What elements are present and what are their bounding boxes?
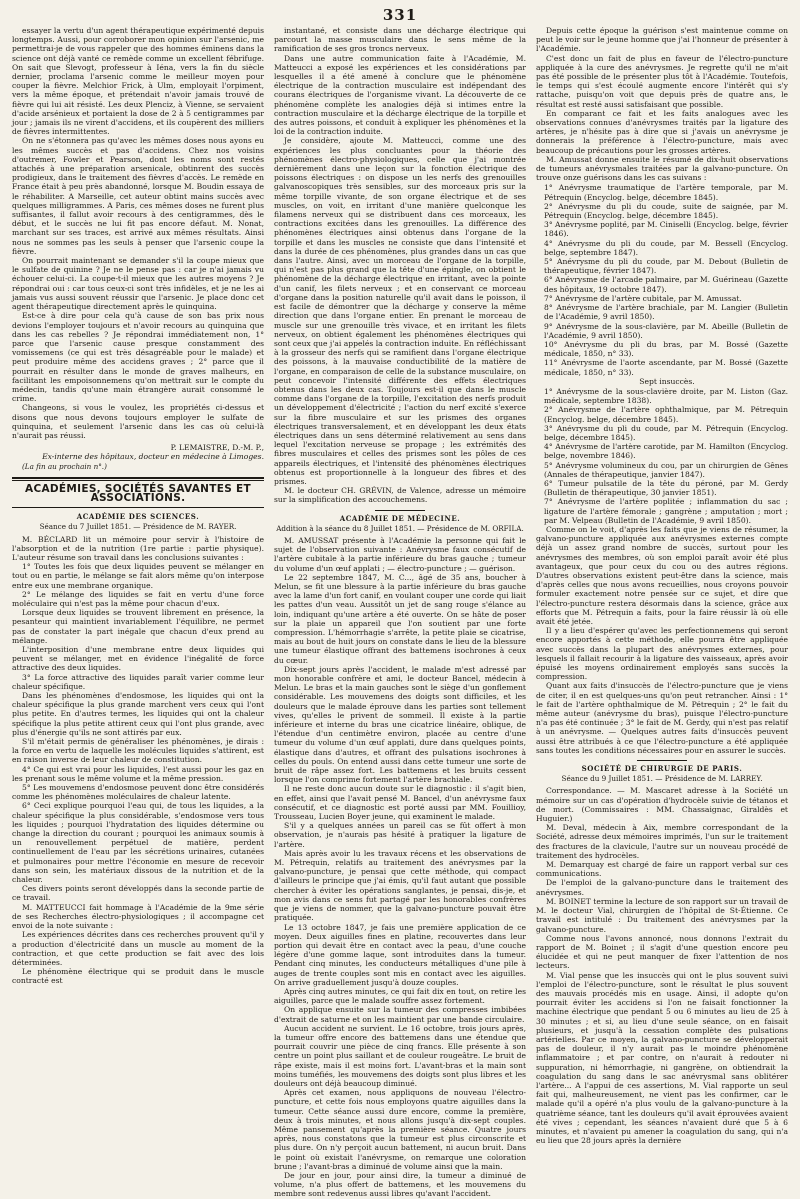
signature-affiliation: Ex-interne des hôpitaux, docteur en médecine à Limoges. [42,452,264,462]
paragraph: Est-ce à dire pour cela qu'à cause de son bas prix nous devions l'employer toujours et n'avoir recours au quinquina que dans les cas rebelles ? Je répondrai immédiatement non, 1° parce que l'arsenic cause presque constamment des vomissemens (ce qui est très désagréable pour le malade) et peut produire même des accidens graves ; 2° parce que il pourrait en résulter dans le monde de graves malheurs, en facilitant les empoisonnemens qu'on mettrait sur le compte du médecin, tandis qu'une main étrangère aurait consommé le crime. [12,311,264,404]
paragraph: S'il m'était permis de généraliser les phénomènes, je dirais : la force en vertu de laquelle les molécules liquides s'attirent, est en raison inverse de leur chaleur de constitution. [12,737,264,765]
paragraph: Après cet examen, nous appliquons de nouveau l'électro-puncture, et cette fois nous employons quatre aiguilles dans la tumeur. Cette séance aussi dure encore, comme la première, deux à trois minutes, et nous allons jusqu'à dix-sept couples. Même pansement qu'après la première séance. Quatre jours après, nous constatons que la tumeur est plus circonscrite et plus dure. On n'y perçoit aucun battement, ni aucun bruit. Dans le point où existait l'anévrysme, on remarque une coloration brune ; l'avant-bras a diminué de volume ainsi que la main. [274,1088,526,1171]
subsection-title: ACADÉMIE DE MÉDECINE. [339,513,461,523]
paragraph: Ces divers points seront développés dans la seconde partie de ce travail. [12,884,264,903]
list-item: 2° Anévrysme de l'artère ophthalmique, par M. Pétrequin (Encyclog. belge, décembre 1845). [544,405,788,424]
paragraph: M. MATTEUCCI fait hommage à l'Académie de la 9me série de ses Recherches électro-physiologiques ; il accompagne cet envoi de la note suivante : [12,902,264,931]
paragraph: Il ne reste donc aucun doute sur le diagnostic : il s'agit bien, en effet, ainsi que l'avait pensé M. Bancel, d'un anévrysme faux consécutif, et ce diagnostic est porté aussi par MM. Fouillioy, Trousseau, Lucien Boyer jeune, qui examinent le malade. [274,784,526,822]
paragraph: Le 22 septembre 1847, M. C..., âgé de 35 ans, boucher à Melun, se fit une blessure à la partie inférieure du bras gauche avec la lame d'un fort canif, en voulant couper une corde qui liait les pattes d'un veau. Aussitôt un jet de sang rouge s'élance au loin, indiquant qu'une artère a été ouverte. On se hâte de poser sur la plaie un appareil que l'on soutient par une forte compression. L'hémorrhagie s'arrête, la petite plaie se cicatrise, mais au bout de huit jours on constate dans le lieu de la blessure une tumeur élastique offrant des battemens isochrones à ceux du cœur. [274,572,526,665]
paragraph: De l'emploi de la galvano-puncture dans le traitement des anévrysmes. [536,878,788,897]
paragraph: Le phénomène électrique qui se produit dans le muscle contracté est [12,967,264,986]
paragraph: Mais après avoir lu les travaux récens et les observations de M. Pétrequin, relatifs au traitement des anévrysmes par la galvano-puncture, je pensai que cette méthode, qui compact d'ailleurs le principe que j'ai émis, qu'il faut autant que possible chercher à éviter les opérations sanglantes, je pensai, dis-je, et mon avis dans ce sens fut partagé par les honorables confrères que je viens de nommer, que la galvano-puncture pouvait être pratiquée. [274,848,526,923]
col2-paragraphs-2 [274,536,526,1199]
paragraph: 2° Le mélange des liquides se fait en vertu d'une force moléculaire qui n'est pas la même pour chacun d'eux. [12,589,264,608]
column-3 [536,26,788,1146]
subsection-title: ACADÉMIE DES SCIENCES. [76,512,200,522]
paragraph: M. AMUSSAT présente à l'Académie la personne qui fait le sujet de l'observation suivante : Anévrysme faux consécutif de l'artère cubitale à la partie inférieure du bras gauche ; tumeur du volume d'un œuf applati ; — électro-puncture ; — guérison. [274,535,526,573]
list-item: 1° Anévrysme de la sous-clavière droite, par M. Liston (Gaz. médicale, septembre 1838). [544,386,788,406]
list-item: 4° Anévrysme de l'artère carotide, par M. Hamilton (Encyclog. belge, novembre 1846). [544,442,788,461]
session-line: Séance du 9 Juillet 1851. — Présidence de M. LARREY. [561,774,763,784]
list-item: 3° Anévrysme du pli du coude, par M. Pétrequin (Encyclog. belge, décembre 1845). [544,423,788,442]
failure-list [536,387,788,525]
list-item: 1° Anévrysme traumatique de l'artère temporale, par M. Pétrequin (Encyclog. belge, décembre 1845). [544,183,788,202]
paragraph: Aucun accident ne survient. Le 16 octobre, trois jours après, la tumeur offre encore des battemens dans une étendue que pourrait couvrir une pièce de cinq francs. Elle présente à son centre un point plus saillant et de couleur rougeâtre. Le bruit de râpe existe, mais il est moins fort. L'avant-bras et la main sont moins tuméfiés, les mouvemens des doigts sont plus libres et les douleurs ont déjà beaucoup diminué. [274,1023,526,1088]
col3-paragraphs [536,26,788,182]
col3-paragraphs-2 [536,525,788,755]
paragraph: Correspondance. — M. Mascaret adresse à la Société un mémoire sur un cas d'opération d'hydrocèle suivie de tétanos et de mort. (Commissaires : MM. Chassaignac, Giraldès et Huguier.) [536,786,788,824]
paragraph: M. Deval, médecin à Aix, membre correspondant de la Société, adresse deux mémoires imprimés, l'un sur le traitement des fractures de la clavicule, l'autre sur un nouveau procédé de traitement des hydrocèles. [536,823,788,860]
paragraph: De jour en jour, pour ainsi dire, la tumeur a diminué de volume, n'a plus offert de battemens, et les mouvemens du membre sont redevenus aussi libres qu'avant l'accident. [274,1170,526,1199]
divider-short [637,760,687,761]
section-title: ACADÉMIES, SOCIÉTÉS SAVANTES ET ASSOCIATIONS. [25,482,251,504]
paragraph: Le 13 octobre 1847, je fais une première application de ce moyen. Deux aiguilles fines en platine, recouvertes dans leur portion qui devait être en contact avec la peau, d'une couche légère d'une gomme laque, sont introduites dans la tumeur. Pendant cinq minutes, les conducteurs métalliques d'une pile à auges de trente couples sont mis en contact avec les aiguilles. On arrive graduellement jusqu'à douze couples. [274,922,526,987]
column-2 [274,26,526,1199]
paragraph: Comme nous l'avons annoncé, nous donnons l'extrait du rapport de M. Boinet ; il s'agit d'une question encore peu élucidée et qui ne peut manquer de fixer l'attention de nos lecteurs. [536,933,788,971]
paragraph: essayer la vertu d'un agent thérapeutique expérimenté depuis longtemps. Aussi, pour corroborer mon opinion sur l'arsenic, me permettrai-je de vous rappeler que des hommes éminens dans la science ont déjà vanté ce remède comme un excellent fébrifuge. On sait que Slevogt, professeur à Iéna, vers la fin du siècle dernier, proclama l'arsenic comme le meilleur moyen pour couper la fièvre. Melchior Frick, à Ulm, employait l'orpiment, vers la même époque, et prétendait n'avoir jamais trouvé de fièvre qui lui ait résisté. Les deux Plenciz, à Vienne, se servaient d'acide arsénieux et portaient la dose de 2 à 5 centigrammes par jour ; jamais ils ne virent d'accidens, et ils coupèrent des milliers de fièvres intermittentes. [12,26,264,137]
divider-thin [12,507,264,508]
column-1 [12,26,264,1096]
paragraph: M. Amussat donne ensuite le résumé de dix-huit observations de tumeurs anévrysmales traitées par la galvano-puncture. On trouve onze guérisons dans les cas suivans : [536,154,788,183]
paragraph: M. Vial pense que les insuccès qui ont le plus souvent suivi l'emploi de l'électro-puncture, sont le résultat le plus souvent des mauvais procédés mis en usage. Ainsi, il adopte qu'on pourrait éviter les accidens si l'on ne faisait fonctionner la machine électrique que pendant 5 ou 6 minutes au lieu de 25 à 30 minutes ; et si, au lieu d'une seule séance, on en faisait plusieurs, et jusqu'à la cessation complète des pulsations artérielles. Par ce moyen, la galvano-puncture se développerait pas de douleur, il n'y aurait pas le moindre phénomène inflammatoire ; et par contre, on n'aurait à redouter ni suppuration, ni hémorrhagie, ni gangrène, on obtiendrait la coagulation du sang dans le sac anévrysmal sans oblitérer l'artère... A l'appui de ces assertions, M. Vial rapporte un seul fait qui, malheureusement, ne vient pas les confirmer, car le malade qu'il a opéré n'a plus voulu de la galvano-puncture à la quatrième séance, tant les douleurs qu'il avait éprouvées avaient été vives ; cependant, les séances n'avaient duré que 5 à 6 minutes, et n'avaient pu amener la coagulation du sang, qui n'a eu lieu que 28 jours après la dernière [536,970,788,1146]
paragraph: 3° La force attractive des liquides paraît varier comme leur chaleur spécifique. [12,672,264,691]
list-item: 4° Anévrysme du pli du coude, par M. Bessell (Encyclog. belge, septembre 1847). [544,238,788,257]
divider-short [375,510,425,511]
columns [12,26,788,1199]
paragraph: Lorsque deux liquides se trouvent librement en présence, la pesanteur qui maintient invariablement l'équilibre, ne permet pas de constater la part inégale que chacun d'eux prend au mélange. [12,608,264,645]
col2-paragraphs [274,26,526,505]
subsection-title: SOCIÉTÉ DE CHIRURGIE DE PARIS. [581,764,743,774]
list-item: 2° Anévrysme du pli du coude, suite de saignée, par M. Pétrequin (Encyclog. belge, décembre 1845). [544,201,788,221]
list-item: 3° Anévrysme poplité, par M. Ciniselli (Encyclog. belge, février 1846). [544,220,788,239]
paragraph: M. Demarquay est chargé de faire un rapport verbal sur ces communications. [536,860,788,879]
signature [12,443,264,461]
paragraph: 1° Toutes les fois que deux liquides peuvent se mélanger en tout ou en partie, le mélange se fait alors même qu'on interpose entre eux une membrane organique. [12,562,264,590]
paragraph: On applique ensuite sur la tumeur des compresses imbibées d'extrait de saturne et on les maintient par une bande circulaire. [274,1005,526,1024]
page-number: 331 [382,6,418,24]
col1-paragraphs-2 [12,535,264,986]
list-item: 11° Anévrysme de l'aorte ascendante, par M. Bossé (Gazette médicale, 1850, n° 33). [544,358,788,377]
success-list [536,183,788,376]
paragraph: 5° Les mouvemens d'endosmose peuvent donc être considérés comme les phénomènes moléculaires de chaleur latente. [12,783,264,802]
session-line: Séance du 7 Juillet 1851. — Présidence de M. RAYER. [39,522,237,532]
paragraph: Comme on le voit, d'après les faits que je viens de résumer, la galvano-puncture appliquée aux anévrysmes externes compte déjà un assez grand nombre de succès, surtout pour les anévrysmes des membres, où son emploi paraît avoir été plus avantageux, que pour ceux du cou ou des autres régions. D'autres observations existent peut-être dans la science, mais d'après celles que nous avons recueillies, nous croyons pouvoir formuler exactement notre pensée sur ce sujet, et dire que l'électro-puncture restera désormais dans la science, grâce aux efforts que M. Pétrequin a faits, pour la faire réussir là où elle avait été jetée. [536,524,788,626]
paragraph: Quant aux faits d'insuccès de l'électro-puncture que je viens de citer, il en est quelques-uns qu'on peut retrancher. Ainsi : 1° le fait de l'artère ophthalmique de M. Pétrequin ; 2° le fait du même auteur (anévrysme du bras), puisque l'électro-puncture n'a pas été continuée ; 3° le fait de M. Gerdy, qui n'est pas relatif à un anévrysme. — Quelques autres faits d'insuccès peuvent aussi être attribués à ce que l'électro-puncture a été appliquée sans toutes les conditions nécessaires pour en assurer le succès. [536,681,788,755]
paragraph: M. le docteur CH. GRÉVIN, de Valence, adresse un mémoire sur la simplification des accouchemens. [274,486,526,505]
paragraph: M. BOINET termine la lecture de son rapport sur un travail de M. le docteur Vial, chirurgien de l'hôpital de St-Étienne. Ce travail est intitulé : Du traitement des anévrysmes par la galvano-puncture. [536,896,788,934]
paragraph: Je considère, ajoute M. Matteucci, comme une des expériences les plus concluantes pour la théorie des phénomènes électro-physiologiques, celle que j'ai montrée dernièrement dans une leçon sur la fonction électrique des poissons électriques : on dispose un les nerfs des grenouilles galvanoscopiques très sensibles, sur des morceaux pris sur la même torpille vivante, de son organe électrique et de ses muscles, on voit, en irritant d'une manière quelconque les filamens nerveux qui se distribuent dans ces morceaux, les contractions excitées dans les grenouilles. La différence des phénomènes électriques ainsi obtenus dans l'organe de la torpille et dans les muscles ne consiste que dans l'intensité et dans la durée de ces phénomènes, plus grandes dans un cas que dans l'autre. Ainsi, avec un morceau de l'organe de la torpille, qui n'est pas plus grand que la tête d'une épingle, on obtient le phénomène de la décharge électrique en irritant, avec la pointe d'un canif, les filets nerveux ; et en conservant ce morceau d'organe dans la position naturelle qu'il avait dans le poisson, il est facile de démontrer que la décharge y conserve la même direction que dans l'organe entier. En prenant le morceau de muscle sur une grenouille très vivace, et en irritant les filets nerveux, on obtient également les phénomènes électriques qui sont ceux que j'ai appelés la contraction induite. En réfléchissant à la grosseur des nerfs qui se ramifient dans l'organe électrique des poissons, à la mauvaise conductibilité de la matière de l'organe, en comparaison de celle de la substance musculaire, on peut concevoir l'intensité différente des effets électriques obtenus dans les deux cas. Toujours est-il que dans le muscle comme dans l'organe de la torpille, l'excitation des nerfs produit un développement d'électricité ; l'action du nerf excité s'exerce sur la fibre musculaire et sur les prismes des organes électriques transversalement, et en développant les deux états électriques dans un sens déterminé relativement au sens dans lequel l'excitation nerveuse se propage ; les extrémités des fibres musculaires et celles des prismes sont les pôles de ces appareils électriques, et l'intensité des phénomènes électriques obtenus est proportionnelle à la longueur des fibres et des prismes. [274,136,526,486]
list-heading: Sept insuccès. [639,376,695,386]
list-item: 5° Anévrysme volumineux du cou, par un chirurgien de Gênes (Annales de thérapeutique, janvier 1847). [544,460,788,479]
paragraph: En comparant ce fait et les faits analogues avec les observations connues d'anévrysmes traités par la ligature des artères, je n'hésite pas à dire que si j'avais un anévrysme je donnerais la préférence à l'électro-puncture, mais avec beaucoup de précautions pour les grosses artères. [536,108,788,155]
list-item: 9° Anévrysme de la sous-clavière, par M. Abeille (Bulletin de l'Académie, 9 avril 1850). [544,321,788,340]
list-item: 7° Anévrysme de l'artère poplitée ; inflammation du sac ; ligature de l'artère fémorale ; gangrène ; amputation ; mort ; par M. Velpeau (Bulletin de l'Académie, 9 avril 1850). [544,497,788,525]
paragraph: Depuis cette époque la guérison s'est maintenue comme on peut le voir sur le jeune homme que j'ai l'honneur de présenter à l'Académie. [536,26,788,54]
list-item: 7° Anévrysme de l'artère cubitale, par M. Amussat. [544,293,742,303]
divider-thick [12,477,264,479]
col3-paragraphs-3 [536,786,788,1145]
paragraph: Dix-sept jours après l'accident, le malade m'est adressé par mon honorable confrère et ami, le docteur Bancel, médecin à Melun. Le bras et la main gauches sont le siège d'un gonflement considérable. Les mouvemens des doigts sont difficiles, et les douleurs que le malade éprouve dans les parties sont tellement vives, qu'elles le privent de sommeil. Il existe à la partie inférieure et interne du bras une cicatrice linéaire, oblique, de l'étendue d'un centimètre environ, placée au centre d'une tumeur du volume d'un œuf applati, dure dans quelques points, élastique dans d'autres, et offrant des pulsations isochrones à celles du pouls. On entend aussi dans cette tumeur une sorte de bruit de râpe assez fort. Les battemens et les bruits cessent lorsque l'on comprime fortement l'artère brachiale. [274,664,526,785]
paragraph: C'est donc un fait de plus en faveur de l'électro-puncture appliquée à la cure des anévrysmes. Je regrette qu'il ne m'ait pas été possible de le présenter plus tôt à l'Académie. Toutefois, le temps qui s'est écoulé augmente encore l'intérêt qui s'y rattache, puisqu'on voit que depuis près de quatre ans, le résultat est resté aussi satisfaisant que possible. [536,53,788,109]
list-item: 8° Anévrysme de l'artère brachiale, par M. Langier (Bulletin de l'Académie, 9 avril 1850). [544,303,788,322]
divider-thin [12,480,264,481]
list-item: 6° Tumeur pulsatile de la tête du péroné, par M. Gerdy (Bulletin de thérapeutique, 30 janvier 1851). [544,478,788,498]
paragraph: Dans une autre communication faite à l'Académie, M. Matteucci a exposé les expériences et les considérations par lesquelles il a été amené à conclure que le phénomène électrique de la contraction musculaire est indépendant des courans électriques de l'organisme vivant. La découverte de ce phénomène complète les analogies déjà si intimes entre la contraction musculaire et la décharge électrique de la torpille et des autres poissons, et conduit à expliquer les phénomènes et la loi de la contraction induite. [274,53,526,137]
paragraph: Il y a lieu d'espérer qu'avec les perfectionnemens qui seront encore apportés à cette méthode, elle pourra être appliquée avec succès dans la plupart des anévrysmes externes, pour lesquels il fallait recourir à la ligature des vaisseaux, après avoir épuisé les moyens ordinairement employés sans succès la compression. [536,626,788,682]
col1-paragraphs [12,26,264,440]
paragraph: Dans les phénomènes d'endosmose, les liquides qui ont la chaleur spécifique la plus grande marchent vers ceux qui l'ont plus petite. En d'autres termes, les liquides qui ont la chaleur spécifique la plus petite attirent ceux qui l'ont plus grande, avec plus d'énergie qu'ils ne sont attirés par eux. [12,691,264,737]
list-item: 10° Anévrysme du pli du bras, par M. Bossé (Gazette médicale, 1850, n° 33). [544,339,788,359]
paragraph: instantané, et consiste dans une décharge électrique qui parcourt la masse musculaire dans le sens même de la ramification de ses gros troncs nerveux. [274,26,526,54]
paragraph: 6° Ceci explique pourquoi l'eau qui, de tous les liquides, a la chaleur spécifique la plus considérable, s'endosmose vers tous les liquides ; pourquoi l'hydratation des liquides détermine ou change la direction du courant ; pourquoi les animaux soumis à un renouvellement perpétuel de matière, perdent continuellement de l'eau par les sécrétions urinaires, cutanées et pulmonaires pour mettre l'économie en mesure de recevoir dans son sein, les matériaux dissous de la nutrition et de la chaleur. [12,801,264,885]
list-item: 5° Anévrysme du pli du coude, par M. Debout (Bulletin de thérapeutique, février 1847). [544,257,788,276]
paragraph: Changeons, si vous le voulez, les propriétés ci-dessus et disons que nous devons toujours employer le sulfate de quinquina, et seulement l'arsenic dans les cas où celui-là n'aurait pas réussi. [12,403,264,440]
signature-name: P. LEMAISTRE, D.-M. P., [170,443,264,453]
paragraph: On ne s'étonnera pas qu'avec les mêmes doses nous ayons eu les mêmes succès et pas d'accidens. Chez nos voisins d'outremer, Fowler et Pearson, dont les noms sont restés attachés à une préparation arsenicale, obtinrent des succès prodigieux, dans le traitement des fièvres d'accès. Le remède en France était à peu près abandonné, lorsque M. Boudin essaya de le réhabiliter. A Marseille, cet auteur obtint mains succès avec quelques milligrammes. A Paris, ces mêmes doses ne furent plus suffisantes, il fallut avoir recours à des centigrammes, dès le début, et le succès ne lui fit pas encore défaut. M. Nonat, marchant sur ses traces, est arrivé aux mêmes résultats. Ainsi nous ne sommes pas les seuls à penser que l'arsenic coupe la fièvre. [12,136,264,256]
paragraph: M. BÉCLARD lit un mémoire pour servir à l'histoire de l'absorption et de la nutrition (1re partie : partie physique). L'auteur résume son travail dans les conclusions suivantes : [12,534,264,562]
continuation-note: (La fin au prochain n°.) [22,461,107,471]
paragraph: 4° Ce qui est vrai pour les liquides, l'est aussi pour les gaz en les prenant sous le même volume et la même pression. [12,764,264,783]
list-item: 6° Anévrysme de l'arcade palmaire, par M. Guérineau (Gazette des hôpitaux, 19 octobre 1847). [544,275,788,294]
paragraph: S'il y a quelques années un pareil cas se fût offert à mon observation, je n'aurais pas hésité à pratiquer la ligature de l'artère. [274,821,526,849]
paragraph: On pourrait maintenant se demander s'il la coupe mieux que le sulfate de quinine ? Je ne le pense pas : car je n'ai jamais vu échouer celui-ci. La coupe-t-il mieux que les autres moyens ? Je répondrai oui : car tous ceux-ci sont très infidèles, et je ne les ai jamais vus aussi souvent réussir que l'arsenic. Je place donc cet agent thérapeutique directement après le quinquina. [12,256,264,312]
paragraph: Après cinq autres minutes, ce qui fait dix en tout, on retire les aiguilles, parce que le malade souffre assez fortement. [274,986,526,1006]
session-line: Addition à la séance du 8 Juillet 1851. — Présidence de M. ORFILA. [276,523,524,533]
paragraph: Les expériences décrites dans ces recherches prouvent qu'il y a production d'électricité dans un muscle au moment de la contraction, et que cette production se fait avec des lois déterminées. [12,930,264,967]
paragraph: L'interposition d'une membrane entre deux liquides qui peuvent se mélanger, met en évidence l'inégalité de force attractive des deux liquides. [12,645,264,673]
